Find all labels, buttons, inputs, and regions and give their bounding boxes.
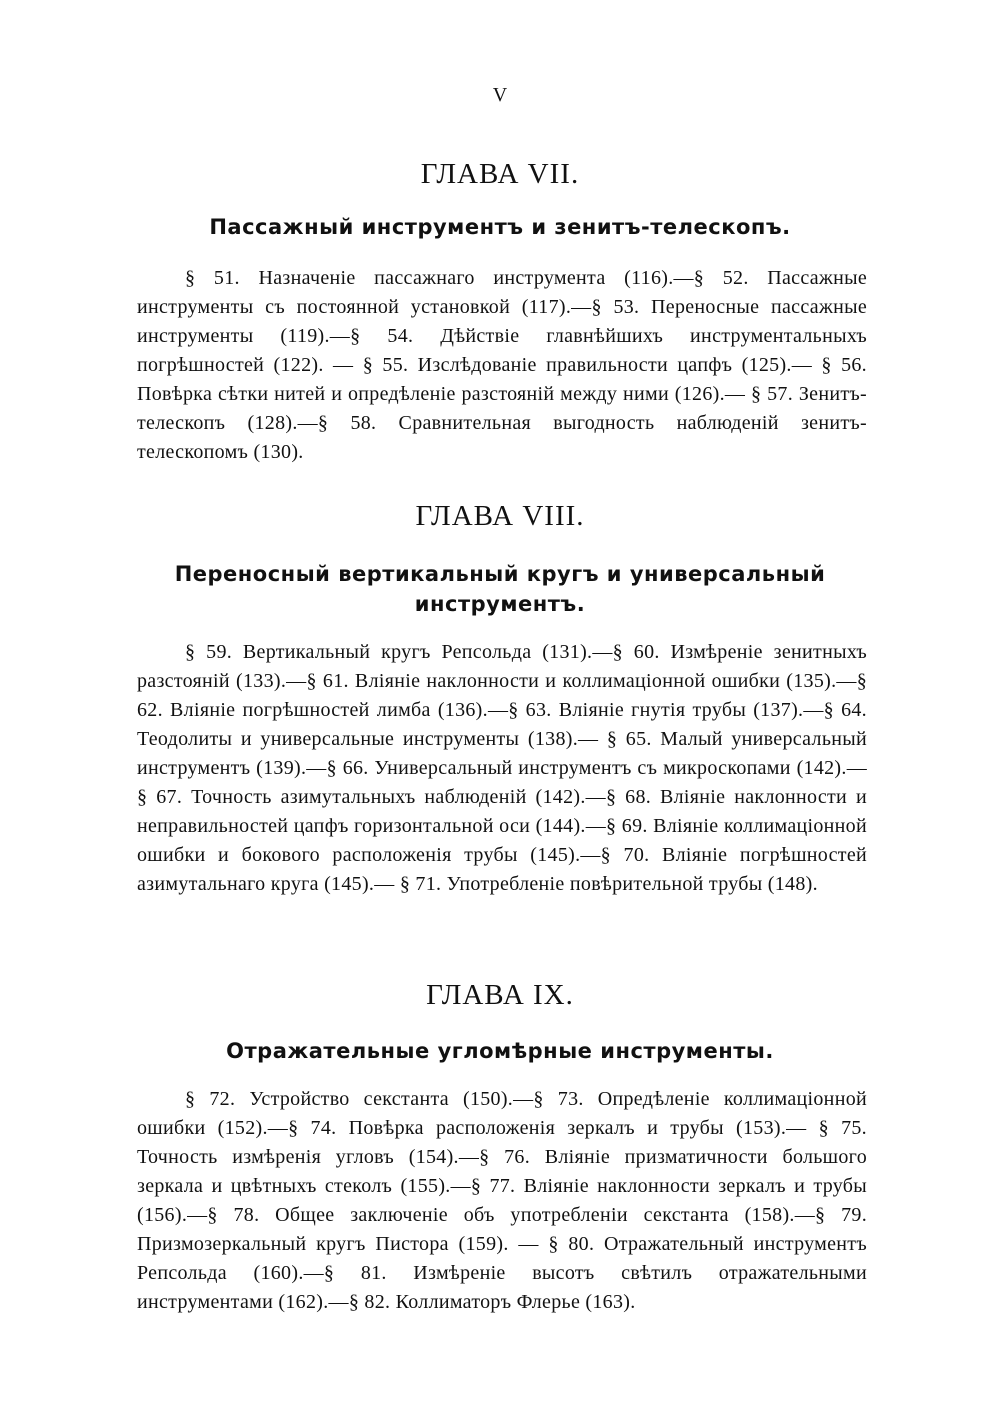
- page-number: V: [492, 84, 508, 106]
- chapter-8-heading: ГЛАВА VIII.: [415, 500, 585, 532]
- chapter-9-contents: § 72. Устройство секстанта (150).—§ 73. Опредѣленіе коллимаціонной ошибки (152).—§ 74. Повѣрка расположенія зеркалъ и трубы (153).— § 75. Точность измѣренія угловъ (154).—§ 76. Вліяніе призматичности большого зеркала и цвѣтныхъ стеколъ (155).—§ 77. Вліяніе наклонности зеркалъ и трубы (156).—§ 78. Общее заключеніе объ употребленіи секстанта (158).—§ 79. Призмозеркальный кругъ Пистора (159). — § 80. Отражательный инструментъ Репсольда (160).—§ 81. Измѣреніе высотъ свѣтилъ отражательными инструментами (162).—§ 82. Коллиматоръ Флерье (163).: [137, 1088, 867, 1313]
- chapter-9-heading: ГЛАВА IX.: [426, 979, 574, 1011]
- chapter-8-contents: § 59. Вертикальный кругъ Репсольда (131).—§ 60. Измѣреніе зенитныхъ разстояній (133).—§ 61. Вліяніе наклонности и коллимаціонной ошибки (135).—§ 62. Вліяніе погрѣшностей лимба (136).—§ 63. Вліяніе гнутія трубы (137).—§ 64. Теодолиты и универсальные инструменты (138).— § 65. Малый универсальный инструментъ (139).—§ 66. Универсальный инструментъ съ микроскопами (142).—§ 67. Точность азимутальныхъ наблюденій (142).—§ 68. Вліяніе наклонности и неправильностей цапфъ горизонтальной оси (144).—§ 69. Вліяніе коллимаціонной ошибки и бокового расположенія трубы (145).—§ 70. Вліяніе погрѣшностей азимутальнаго круга (145).— § 71. Употребленіе повѣрительной трубы (148).: [137, 641, 867, 895]
- chapter-7-contents: § 51. Назначеніе пассажнаго инструмента (116).—§ 52. Пассажные инструменты съ постоянной установкой (117).—§ 53. Переносные пассажные инструменты (119).—§ 54. Дѣйствіе главнѣйшихъ инструментальныхъ погрѣшностей (122). — § 55. Изслѣдованіе правильности цапфъ (125).— § 56. Повѣрка сѣтки нитей и опредѣленіе разстояній между ними (126).— § 57. Зенитъ-телескопъ (128).—§ 58. Сравнительная выгодность наблюденій зенитъ-телескопомъ (130).: [137, 267, 867, 463]
- chapter-9-title: Отражательные угломѣрные инструменты.: [226, 1039, 774, 1063]
- chapter-7-heading: ГЛАВА VII.: [420, 158, 580, 190]
- chapter-8-title: Переносный вертикальный кругъ и универсальный инструментъ.: [174, 562, 826, 616]
- chapter-7-title: Пассажный инструментъ и зенитъ-телескопъ.: [209, 215, 791, 239]
